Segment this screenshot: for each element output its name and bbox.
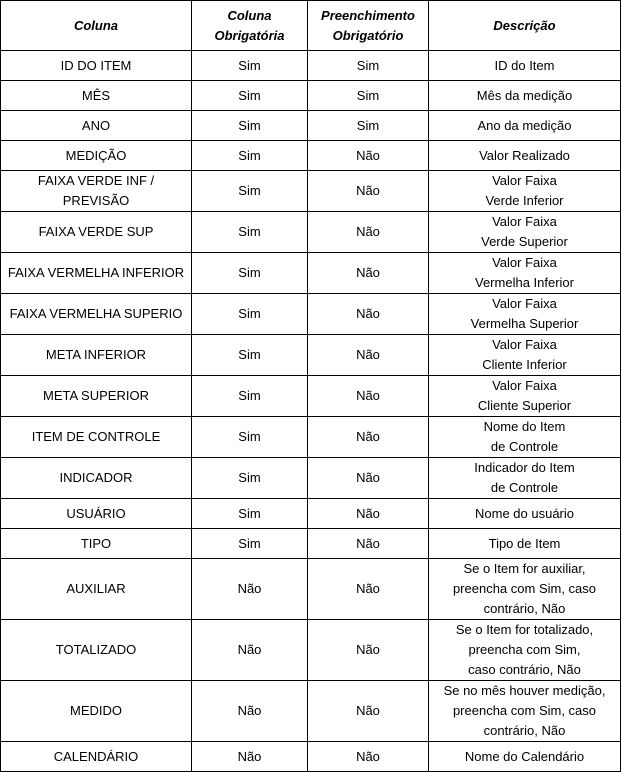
cell-coluna: META SUPERIOR xyxy=(1,376,192,417)
table-row xyxy=(1,81,621,111)
cell-coluna: TOTALIZADO xyxy=(1,620,192,681)
header-preenchimento-obrigatorio: Preenchimento Obrigatório xyxy=(308,1,429,51)
cell-obrigatoria: Sim xyxy=(192,529,308,559)
cell-obrigatoria: Sim xyxy=(192,335,308,376)
cell-coluna: CALENDÁRIO xyxy=(1,742,192,772)
cell-descricao: Tipo de Item xyxy=(429,529,621,559)
cell-preenchimento: Sim xyxy=(308,51,429,81)
cell-preenchimento: Sim xyxy=(308,81,429,111)
cell-coluna: TIPO xyxy=(1,529,192,559)
cell-preenchimento: Não xyxy=(308,529,429,559)
cell-coluna: ITEM DE CONTROLE xyxy=(1,417,192,458)
table-row xyxy=(1,141,621,171)
cell-coluna: ID DO ITEM xyxy=(1,51,192,81)
cell-coluna: FAIXA VERMELHA INFERIOR xyxy=(1,253,192,294)
cell-coluna: USUÁRIO xyxy=(1,499,192,529)
header-descricao: Descrição xyxy=(429,1,621,51)
cell-coluna: FAIXA VERDE INF / PREVISÃO xyxy=(1,171,192,212)
table-row xyxy=(1,458,621,499)
table-row xyxy=(1,294,621,335)
cell-obrigatoria: Sim xyxy=(192,417,308,458)
table-row xyxy=(1,111,621,141)
cell-obrigatoria: Sim xyxy=(192,499,308,529)
table-row xyxy=(1,742,621,772)
cell-coluna: META INFERIOR xyxy=(1,335,192,376)
table-row xyxy=(1,499,621,529)
cell-coluna: AUXILIAR xyxy=(1,559,192,620)
cell-descricao: Valor Faixa Cliente Superior xyxy=(429,376,621,417)
cell-descricao: Nome do Item de Controle xyxy=(429,417,621,458)
cell-descricao: Valor Faixa Vermelha Superior xyxy=(429,294,621,335)
cell-coluna: FAIXA VERMELHA SUPERIO xyxy=(1,294,192,335)
cell-preenchimento: Não xyxy=(308,417,429,458)
cell-obrigatoria: Não xyxy=(192,620,308,681)
cell-descricao: Nome do Calendário xyxy=(429,742,621,772)
cell-descricao: Valor Faixa Verde Inferior xyxy=(429,171,621,212)
table-row xyxy=(1,335,621,376)
cell-obrigatoria: Sim xyxy=(192,294,308,335)
cell-descricao: Valor Faixa Cliente Inferior xyxy=(429,335,621,376)
cell-obrigatoria: Não xyxy=(192,559,308,620)
cell-descricao: Se o Item for auxiliar, preencha com Sim, caso contrário, Não xyxy=(429,559,621,620)
cell-obrigatoria: Sim xyxy=(192,376,308,417)
cell-obrigatoria: Sim xyxy=(192,111,308,141)
cell-preenchimento: Não xyxy=(308,253,429,294)
cell-descricao: Valor Realizado xyxy=(429,141,621,171)
table-row xyxy=(1,171,621,212)
table-row xyxy=(1,620,621,681)
cell-obrigatoria: Sim xyxy=(192,458,308,499)
cell-descricao: Se o Item for totalizado, preencha com Sim, caso contrário, Não xyxy=(429,620,621,681)
cell-descricao: Indicador do Item de Controle xyxy=(429,458,621,499)
cell-preenchimento: Não xyxy=(308,294,429,335)
cell-obrigatoria: Não xyxy=(192,681,308,742)
cell-obrigatoria: Sim xyxy=(192,81,308,111)
cell-preenchimento: Não xyxy=(308,559,429,620)
cell-descricao: Nome do usuário xyxy=(429,499,621,529)
cell-preenchimento: Não xyxy=(308,376,429,417)
cell-coluna: INDICADOR xyxy=(1,458,192,499)
cell-coluna: FAIXA VERDE SUP xyxy=(1,212,192,253)
cell-preenchimento: Não xyxy=(308,681,429,742)
cell-coluna: ANO xyxy=(1,111,192,141)
cell-coluna: MÊS xyxy=(1,81,192,111)
cell-obrigatoria: Sim xyxy=(192,141,308,171)
cell-coluna: MEDIÇÃO xyxy=(1,141,192,171)
table-row xyxy=(1,51,621,81)
table-row xyxy=(1,376,621,417)
cell-descricao: Valor Faixa Verde Superior xyxy=(429,212,621,253)
cell-obrigatoria: Sim xyxy=(192,51,308,81)
cell-preenchimento: Não xyxy=(308,171,429,212)
table-row xyxy=(1,417,621,458)
cell-preenchimento: Sim xyxy=(308,111,429,141)
cell-obrigatoria: Sim xyxy=(192,171,308,212)
cell-obrigatoria: Não xyxy=(192,742,308,772)
header-coluna-obrigatoria: Coluna Obrigatória xyxy=(192,1,308,51)
cell-preenchimento: Não xyxy=(308,335,429,376)
cell-preenchimento: Não xyxy=(308,742,429,772)
cell-descricao: Ano da medição xyxy=(429,111,621,141)
table-row xyxy=(1,212,621,253)
cell-coluna: MEDIDO xyxy=(1,681,192,742)
header-coluna: Coluna xyxy=(1,1,192,51)
table-row xyxy=(1,529,621,559)
cell-preenchimento: Não xyxy=(308,141,429,171)
cell-descricao: Mês da medição xyxy=(429,81,621,111)
cell-descricao: Valor Faixa Vermelha Inferior xyxy=(429,253,621,294)
cell-preenchimento: Não xyxy=(308,620,429,681)
table-row xyxy=(1,681,621,742)
cell-preenchimento: Não xyxy=(308,499,429,529)
cell-obrigatoria: Sim xyxy=(192,212,308,253)
cell-descricao: Se no mês houver medição, preencha com Sim, caso contrário, Não xyxy=(429,681,621,742)
cell-descricao: ID do Item xyxy=(429,51,621,81)
cell-obrigatoria: Sim xyxy=(192,253,308,294)
header-row xyxy=(1,1,621,51)
table-row xyxy=(1,559,621,620)
cell-preenchimento: Não xyxy=(308,212,429,253)
cell-preenchimento: Não xyxy=(308,458,429,499)
table-row xyxy=(1,253,621,294)
